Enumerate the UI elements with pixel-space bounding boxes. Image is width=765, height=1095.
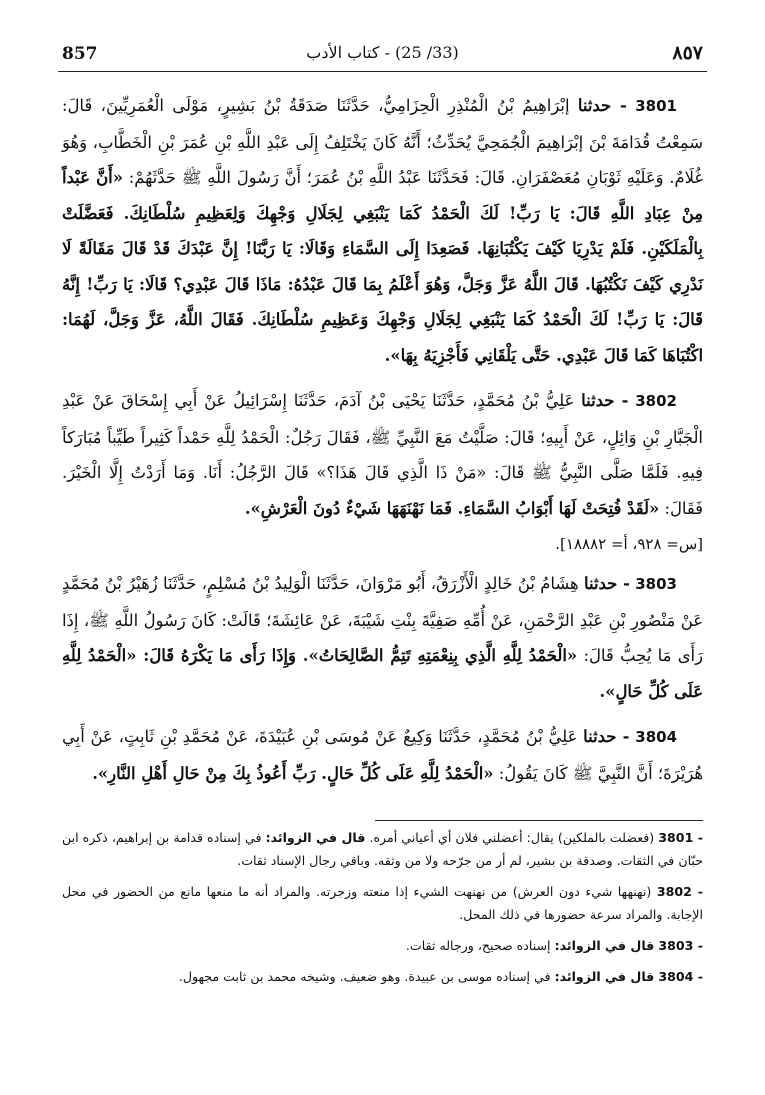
hadith-quote: «الْحَمْدُ لِلَّهِ عَلَى كُلِّ حَالٍ. رَبِّ أَعُوذُ بِكَ مِنْ حَالِ أَهْلِ النَّارِ». <box>92 763 494 783</box>
footnote-3804 <box>62 965 703 988</box>
hadith-quote: «الْحَمْدُ لِلَّهِ الَّذِي بِنِعْمَتِهِ تَتِمُّ الصَّالِحَاتُ». وَإِذَا رَأَى مَا يَكْرَهُ قَالَ: «الْحَمْدُ لِلَّهِ عَلَى كُلِّ حَالٍ». <box>62 646 703 701</box>
hadith-lead: - حدثنا <box>577 96 627 115</box>
footnote-text: (فعضلت بالملكين) يقال: أعضلني فلان أي أعياني أمره. <box>369 830 655 845</box>
main-text <box>62 88 703 801</box>
footnote-rest: في إسناده قدامة بن إبراهيم، ذكره ابن حبّان في الثقات. وصدقة بن بشير، لم أر من جرّحه ولا من وثقه. وباقي رجال الإسناد ثقات. <box>62 830 703 868</box>
footnote-3803 <box>62 934 703 957</box>
chapter-title: (33/ 25) - كتاب الأدب <box>306 43 459 62</box>
footnote-label: قال في الزوائد: <box>554 938 655 953</box>
footnote-number: 3804 - <box>658 969 703 984</box>
footnote-label: قال في الزوائد: <box>265 830 366 845</box>
hadith-3803 <box>62 566 703 709</box>
hadith-quote: «لَقَدْ فُتِحَتْ لَهَا أَبْوَابُ السَّمَاءِ. فَمَا نَهْنَهَهَا شَيْءٌ دُونَ الْعَرْشِ». <box>244 498 660 518</box>
hadith-3801 <box>62 88 703 373</box>
page-number-latin: 857 <box>62 44 98 64</box>
hadith-text: عَلِيُّ بْنُ مُحَمَّدٍ، حَدَّثَنَا يَحْيَى بْنُ آدَمَ، حَدَّثَنَا إِسْرَائِيلُ عَنْ أَبِي إِسْحَاقَ عَنْ عَبْدِ الْجَبَّارِ بْنِ وَائِلٍ، عَنْ أَبِيهِ؛ قَالَ: صَلَّيْتُ مَعَ النَّبِيِّ ﷺ، فَقَالَ رَجُلٌ: الْحَمْدُ لِلَّهِ حَمْداً كَثِيراً طَيِّباً مُبَارَكاً فِيهِ. فَلَمَّا صَلَّى النَّبِيُّ ﷺ قَالَ: «مَنْ ذَا الَّذِي قَالَ هَذَا؟» قَالَ الرَّجُلُ: أَنَا. وَمَا أَرَدْتُ إِلَّا الْخَيْرَ. فَقَالَ: <box>62 391 703 518</box>
hadith-text: عَلِيُّ بْنُ مُحَمَّدٍ، حَدَّثَنَا وَكِيعٌ عَنْ مُوسَى بْنِ عُبَيْدَةَ، عَنْ مُحَمَّدِ بْنِ ثَابِتٍ، عَنْ أَبِي هُرَيْرَةَ؛ أَنَّ النَّبِيَّ ﷺ كَانَ يَقُولُ: <box>62 727 703 783</box>
footnote-label: قال في الزوائد: <box>554 969 655 984</box>
page-number-arabic: ٨٥٧ <box>672 42 703 64</box>
page-header <box>58 40 707 70</box>
hadith-lead: - حدثنا <box>584 574 630 593</box>
hadith-text: هِشَامُ بْنُ خَالِدٍ الْأَزْرَقُ، أَبُو مَرْوَانَ، حَدَّثَنَا الْوَلِيدُ بْنُ مُسْلِمٍ، حَدَّثَنَا زُهَيْرُ بْنُ مُحَمَّدٍ عَنْ مَنْصُورِ بْنِ عَبْدِ الرَّحْمَنِ، عَنْ أُمِّهِ صَفِيَّةَ بِنْتِ شَيْبَةَ، عَنْ عَائِشَةَ؛ قَالَتْ: كَانَ رَسُولُ اللَّهِ ﷺ، إِذَا رَأَى مَا يُحِبُّ قَالَ: <box>62 574 703 665</box>
hadith-text: إبْرَاهِيمُ بْنُ الْمُنْذِرِ الْحِزَامِيُّ، حَدَّثَنَا صَدَقَةُ بْنُ بَشِيرٍ، مَوْلَى الْعُمَرِيِّينَ، قَالَ: سَمِعْتُ قُدَامَةَ بْنَ إبْرَاهِيمَ الْجُمَحِيَّ يُحَدِّثُ؛ أَنَّهُ كَانَ يَخْتَلِفُ إِلَى عَبْدِ اللَّهِ بْنِ عُمَرَ بْنِ الْخَطَّابِ، وَهُوَ غُلَامٌ. وَعَلَيْهِ ثَوْبَانِ مُعَصْفَرَانِ. قَالَ: فَحَدَّثَنَا عَبْدُ اللَّهِ بْنُ عُمَرَ؛ أَنَّ رَسُولَ اللَّهِ ﷺ حَدَّثَهُمْ: <box>62 96 703 187</box>
hadith-3804 <box>62 719 703 791</box>
hadith-number: 3803 <box>635 575 677 593</box>
footnote-number: 3802 - <box>656 884 703 899</box>
hadith-lead: - حدثنا <box>581 391 629 410</box>
header-rule <box>58 71 707 72</box>
hadith-number: 3804 <box>635 728 678 746</box>
footnote-3802 <box>62 880 703 926</box>
footnote-rest: في إسناده موسى بن عبيدة. وهو ضعيف. وشيخه محمد بن ثابت مجهول. <box>178 969 551 984</box>
cross-reference: [س= ٩٢٨، أ= ١٨٨٨٢]. <box>555 535 703 553</box>
footnote-rule <box>375 820 703 821</box>
hadith-number: 3802 <box>635 392 677 410</box>
footnote-3801 <box>62 826 703 872</box>
hadith-3802 <box>62 383 703 526</box>
hadith-quote: «أَنَّ عَبْداً مِنْ عِبَادِ اللَّهِ قَالَ: يَا رَبِّ! لَكَ الْحَمْدُ كَمَا يَنْبَغِي لِجَلَالِ وَجْهِكَ وَلِعَظِيمِ سُلْطَانِكَ. فَعَضَّلَتْ بِالْمَلَكَيْنِ. فَلَمْ يَدْرِيَا كَيْفَ يَكْتُبَانِهَا. فَصَعِدَا إِلَى السَّمَاءِ وَقَالَا: يَا رَبَّنَا! إِنَّ عَبْدَكَ قَدْ قَالَ مَقَالَةً لَا نَدْرِي كَيْفَ نَكْتُبُهَا. قَالَ اللَّهُ عَزَّ وَجَلَّ، وَهُوَ أَعْلَمُ بِمَا قَالَ عَبْدُهُ: مَاذَا قَالَ عَبْدِي؟ قَالَا: يَا رَبِّ! إِنَّهُ قَالَ: يَا رَبِّ! لَكَ الْحَمْدُ كَمَا يَنْبَغِي لِجَلَالِ وَجْهِكَ وَعَظِيمِ سُلْطَانِكَ. فَقَالَ اللَّهُ، عَزَّ وَجَلَّ، لَهُمَا: اكْتُبَاهَا كَمَا قَالَ عَبْدِي. حَتَّى يَلْقَانِي فَأَجْزِيَهُ بِهَا». <box>62 168 703 365</box>
footnote-text: (نهنهها شيء دون العرش) من نهنهت الشيء إذا منعته وزجرته. والمراد أنه ما منعها مانع من الحضور في محل الإجابة. والمراد سرعة حضورها في ذلك المحل. <box>62 884 703 922</box>
hadith-lead: - حدثنا <box>583 727 630 746</box>
footnote-number: 3803 - <box>658 938 703 953</box>
footnotes <box>62 826 703 996</box>
footnote-number: 3801 - <box>658 830 703 845</box>
hadith-number: 3801 <box>635 97 677 115</box>
footnote-rest: إسناده صحيح، ورجاله ثقات. <box>405 938 551 953</box>
